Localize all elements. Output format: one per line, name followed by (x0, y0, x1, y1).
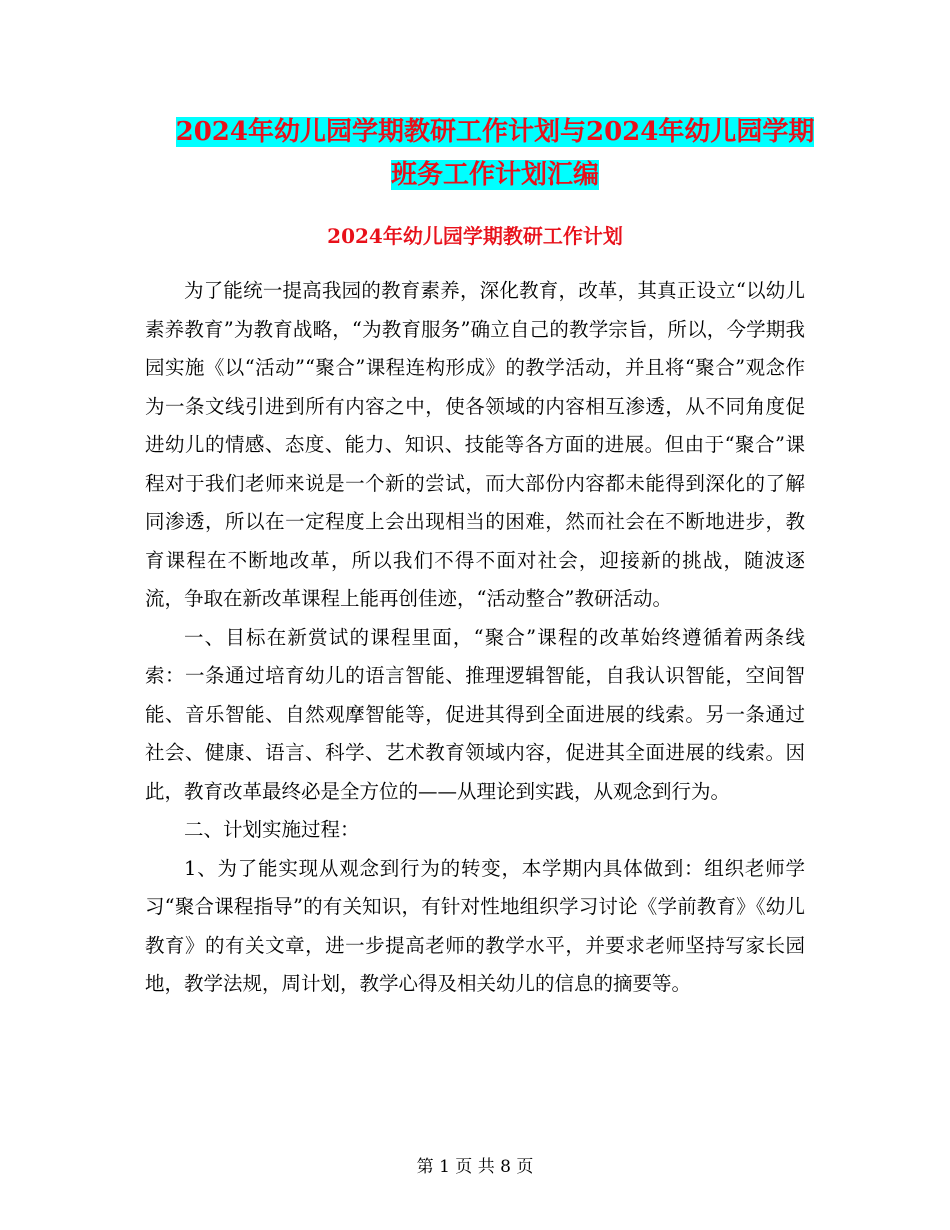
paragraph-plan-item-1: 1、为了能实现从观念到行为的转变，本学期内具体做到：组织老师学习“聚合课程指导”的有关知识，有针对性地组织学习讨论《学前教育》《幼儿教育》的有关文章，进一步提高老师的教学水平，并要求老师坚持写家长园地，教学法规，周计划，教学心得及相关幼儿的信息的摘要等。 (145, 856, 805, 995)
paragraph-intro: 为了能统一提高我园的教育素养，深化教育，改革，其真正设立“以幼儿素养教育”为教育战略，“为教育服务”确立自己的教学宗旨，所以，今学期我园实施《以“活动”“聚合”课程连构形成》的教学活动，并且将“聚合”观念作为一条文线引进到所有内容之中，使各领域的内容相互渗透，从不同角度促进幼儿的情感、态度、能力、知识、技能等各方面的进展。但由于“聚合”课程对于我们老师来说是一个新的尝试，而大部份内容都未能得到深化的了解同渗透，所以在一定程度上会出现相当的困难，然而社会在不断地进步，教育课程在不断地改革，所以我们不得不面对社会，迎接新的挑战，随波逐流，争取在新改革课程上能再创佳迹，“活动整合”教研活动。 (145, 279, 805, 610)
paragraph-goal: 一、目标在新赏试的课程里面，“聚合”课程的改革始终遵循着两条线索：一条通过培育幼儿的语言智能、推理逻辑智能，自我认识智能，空间智能、音乐智能、自然观摩智能等，促进其得到全面进展的线索。另一条通过社会、健康、语言、科学、艺术教育领域内容，促进其全面进展的线索。因此，教育改革最终必是全方位的——从理论到实践，从观念到行为。 (145, 625, 805, 803)
document-title-line-2 (140, 155, 850, 195)
paragraph-plan-heading: 二、计划实施过程： (184, 818, 360, 841)
document-title-text-2: 班务工作计划汇编 (390, 160, 599, 190)
document-body (145, 272, 805, 1004)
section-title: 2024年幼儿园学期教研工作计划 (327, 224, 623, 248)
document-title-line-1 (140, 112, 850, 152)
page-footer: 第 1 页 共 8 页 (416, 1157, 534, 1177)
document-title-text-1: 2024年幼儿园学期教研工作计划与2024年幼儿园学期 (175, 117, 815, 147)
